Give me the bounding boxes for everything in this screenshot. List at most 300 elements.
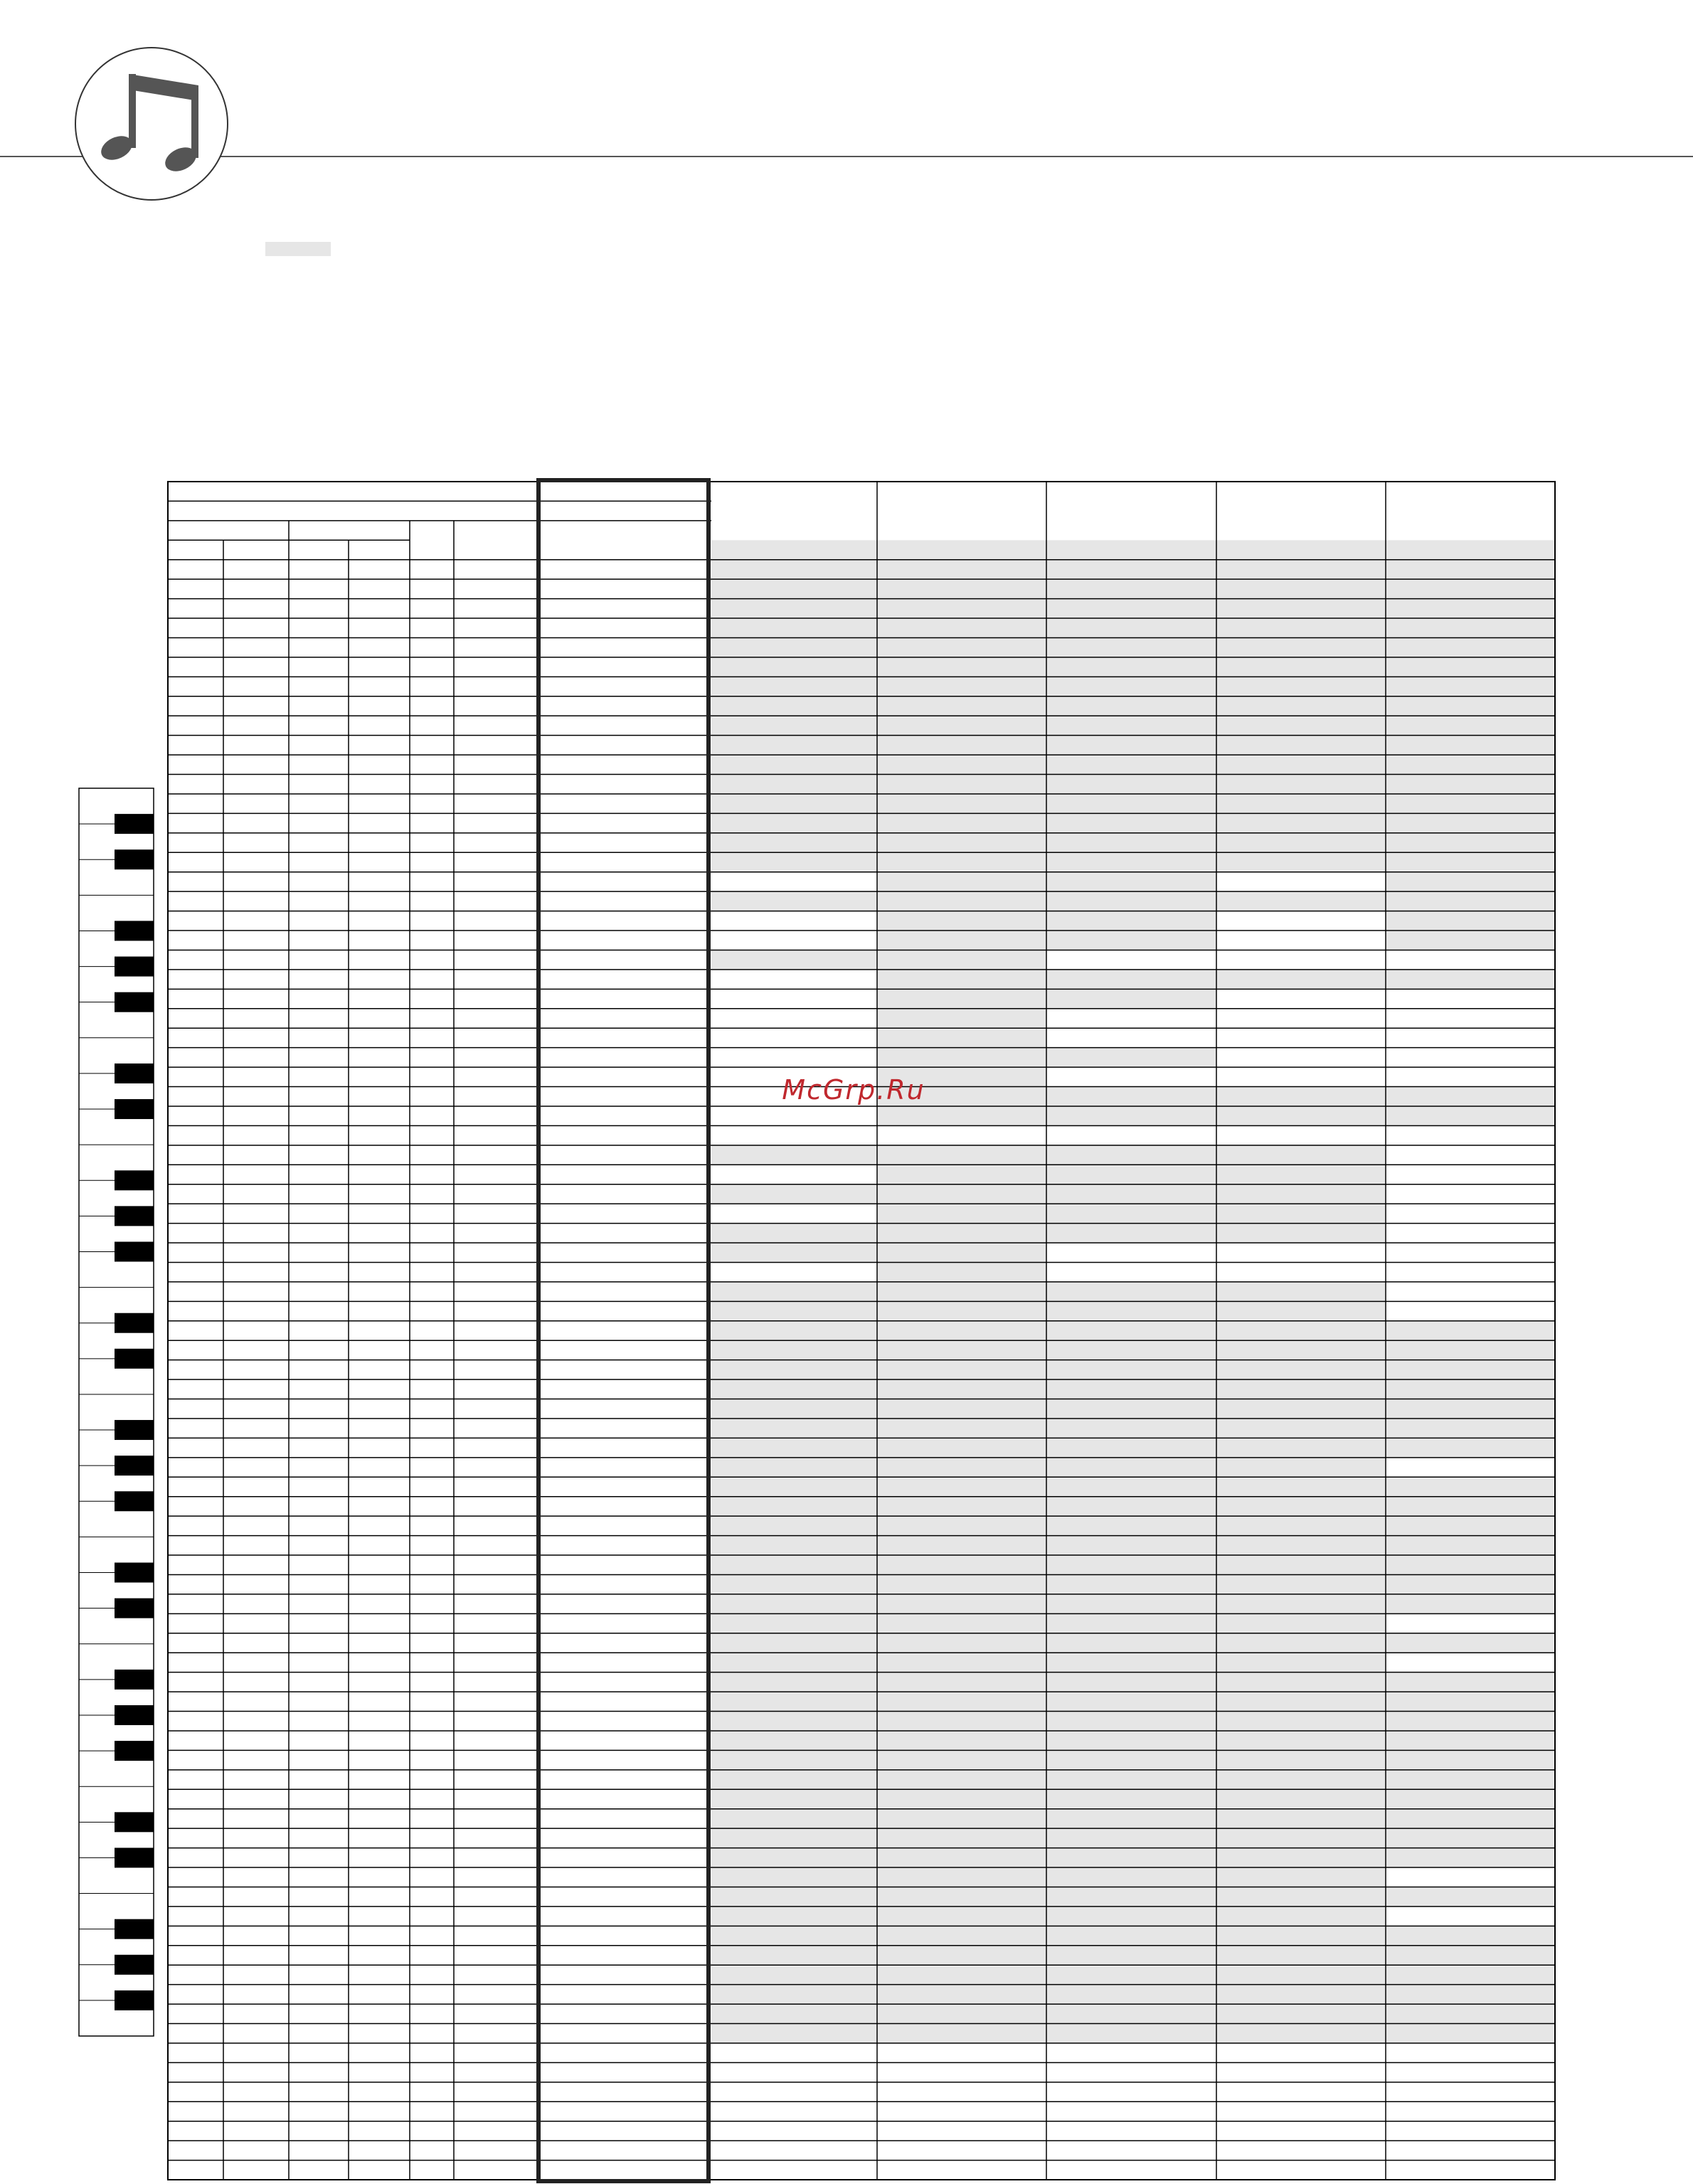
table-cell-shaded (1046, 1828, 1216, 1848)
table-cell-shaded (877, 1965, 1046, 1984)
table-cell-shaded (1046, 1399, 1216, 1419)
table-cell-shaded (1046, 2024, 1216, 2043)
table-cell-shaded (877, 1145, 1046, 1165)
table-cell-shaded (1386, 677, 1555, 696)
table-cell-shaded (1046, 970, 1216, 989)
table-cell-shaded (877, 1379, 1046, 1399)
table-cell-shaded (1046, 1555, 1216, 1574)
table-cell-shaded (711, 677, 877, 696)
table-cell-shaded (877, 1106, 1046, 1125)
table-cell-shaded (1046, 931, 1216, 950)
table-cell-shaded (1046, 1887, 1216, 1906)
table-cell-shaded (711, 1731, 877, 1750)
table-cell-shaded (1216, 618, 1386, 637)
table-cell-shaded (711, 716, 877, 735)
table-cell-shaded (711, 1360, 877, 1379)
table-cell-shaded (1216, 579, 1386, 598)
table-cell-shaded (877, 1673, 1046, 1692)
table-cell-shaded (1386, 1340, 1555, 1359)
table-cell-shaded (1046, 1789, 1216, 1808)
table-cell-shaded (877, 2024, 1046, 2043)
table-cell-shaded (711, 1653, 877, 1672)
table-cell-shaded (1216, 775, 1386, 794)
table-cell-shaded (1386, 1399, 1555, 1419)
table-cell-shaded (1046, 1965, 1216, 1984)
table-cell-shaded (877, 1048, 1046, 1067)
table-cell-shaded (1386, 579, 1555, 598)
table-cell-shaded (877, 1301, 1046, 1320)
table-cell-shaded (711, 1809, 877, 1828)
table-cell-shaded (711, 1750, 877, 1769)
table-cell-shaded (1216, 1360, 1386, 1379)
table-cell-shaded (1046, 1321, 1216, 1340)
table-cell-shaded (877, 931, 1046, 950)
table-cell-shaded (1046, 1458, 1216, 1477)
table-cell-shaded (1046, 1926, 1216, 1945)
table-cell-shaded (1216, 1087, 1386, 1106)
table-cell-shaded (711, 1789, 877, 1808)
table-cell-shaded (1046, 989, 1216, 1008)
table-cell-shaded (1046, 1809, 1216, 1828)
table-cell-shaded (711, 1458, 877, 1477)
table-cell-shaded (877, 1516, 1046, 1535)
table-cell-shaded (1216, 1204, 1386, 1223)
table-cell-shaded (877, 1692, 1046, 1711)
table-cell-shaded (1386, 1536, 1555, 1555)
table-cell-shaded (877, 677, 1046, 696)
table-cell-shaded (711, 1633, 877, 1653)
table-cell-shaded (1216, 1887, 1386, 1906)
table-cell-shaded (711, 2004, 877, 2023)
table-cell-shaded (877, 1867, 1046, 1887)
table-cell-shaded (1046, 1477, 1216, 1496)
table-cell-shaded (1046, 716, 1216, 735)
table-cell-shaded (711, 1692, 877, 1711)
table-cell-shaded (877, 1536, 1046, 1555)
table-cell-shaded (877, 1613, 1046, 1633)
table-cell-shaded (1216, 1516, 1386, 1535)
table-cell-shaded (1216, 1965, 1386, 1984)
table-cell-shaded (877, 657, 1046, 677)
table-cell-shaded (877, 1770, 1046, 1789)
table-cell-shaded (1046, 1946, 1216, 1965)
table-cell-shaded (877, 872, 1046, 891)
table-cell-shaded (877, 1262, 1046, 1281)
table-cell-shaded (1046, 1594, 1216, 1613)
table-cell-shaded (1386, 540, 1555, 559)
table-cell-shaded (711, 637, 877, 657)
table-cell-shaded (1386, 775, 1555, 794)
table-cell-shaded (1216, 2004, 1386, 2023)
table-cell-shaded (711, 1243, 877, 1262)
table-cell-shaded (1216, 2024, 1386, 2043)
table-cell-shaded (1386, 1770, 1555, 1789)
table-cell-shaded (877, 1574, 1046, 1594)
table-cell-shaded (877, 579, 1046, 598)
table-cell-shaded (711, 1145, 877, 1165)
table-cell-shaded (1386, 1497, 1555, 1516)
table-cell-shaded (711, 1379, 877, 1399)
table-cell-shaded (1046, 1653, 1216, 1672)
table-cell-shaded (1046, 1574, 1216, 1594)
table-cell-shaded (1216, 755, 1386, 774)
table-cell-shaded (1046, 677, 1216, 696)
table-cell-shaded (1046, 891, 1216, 911)
table-cell-shaded (877, 1789, 1046, 1808)
table-cell-shaded (711, 1438, 877, 1457)
table-cell-shaded (877, 755, 1046, 774)
table-cell-shaded (877, 1458, 1046, 1477)
table-cell-shaded (1046, 696, 1216, 716)
table-cell-shaded (877, 1555, 1046, 1574)
table-cell-shaded (1216, 1106, 1386, 1125)
table-cell-shaded (711, 1848, 877, 1867)
table-cell-shaded (711, 1594, 877, 1613)
table-cell-shaded (1046, 1282, 1216, 1301)
table-cell-shaded (1216, 833, 1386, 852)
table-cell-shaded (1386, 852, 1555, 871)
table-cell-shaded (1216, 1165, 1386, 1184)
table-cell-shaded (1386, 1848, 1555, 1867)
table-cell-shaded (1216, 1692, 1386, 1711)
table-cell-shaded (711, 833, 877, 852)
table-cell-shaded (1386, 911, 1555, 931)
table-cell-shaded (1046, 1633, 1216, 1653)
table-cell-shaded (1216, 1789, 1386, 1808)
table-cell-shaded (877, 1497, 1046, 1516)
table-cell-shaded (711, 1340, 877, 1359)
table-cell-shaded (877, 1926, 1046, 1945)
table-cell-shaded (1046, 1379, 1216, 1399)
table-cell-shaded (711, 1907, 877, 1926)
table-cell-shaded (877, 1946, 1046, 1965)
table-cell-shaded (711, 1828, 877, 1848)
table-cell-shaded (1216, 1477, 1386, 1496)
table-cell-shaded (1386, 1594, 1555, 1613)
table-cell-shaded (877, 1009, 1046, 1028)
table-cell-shaded (1046, 1731, 1216, 1750)
table-cell-shaded (1386, 657, 1555, 677)
table-cell-shaded (1216, 1985, 1386, 2004)
table-cell-shaded (1386, 560, 1555, 579)
table-cell-shaded (877, 1340, 1046, 1359)
table-cell-shaded (711, 1574, 877, 1594)
table-cell-shaded (1216, 1282, 1386, 1301)
table-cell-shaded (1216, 560, 1386, 579)
table-cell-shaded (877, 989, 1046, 1008)
table-cell-shaded (1386, 1712, 1555, 1731)
table-cell-shaded (877, 2004, 1046, 2023)
table-cell-shaded (877, 891, 1046, 911)
table-cell-shaded (877, 1438, 1046, 1457)
table-cell-shaded (1386, 1477, 1555, 1496)
table-cell-shaded (1046, 1536, 1216, 1555)
table-cell-shaded (1216, 1145, 1386, 1165)
table-cell-shaded (1216, 1828, 1386, 1848)
table-cell-shaded (1216, 1809, 1386, 1828)
table-cell-shaded (1046, 2004, 1216, 2023)
table-cell-shaded (1216, 1555, 1386, 1574)
table-cell-shaded (711, 950, 877, 969)
table-cell-shaded (711, 775, 877, 794)
table-cell-shaded (711, 696, 877, 716)
table-cell-shaded (877, 1184, 1046, 1204)
table-cell-shaded (1386, 1809, 1555, 1828)
table-cell-shaded (1046, 1106, 1216, 1125)
table-cell-shaded (877, 1243, 1046, 1262)
table-cell-shaded (1216, 970, 1386, 989)
table-cell-shaded (1386, 1731, 1555, 1750)
table-cell-shaded (1216, 1926, 1386, 1945)
table-cell-shaded (1046, 833, 1216, 852)
table-cell-shaded (711, 1555, 877, 1574)
table-cell-shaded (1216, 852, 1386, 871)
table-cell-shaded (1216, 1458, 1386, 1477)
table-cell-shaded (1386, 1574, 1555, 1594)
table-cell-shaded (711, 2024, 877, 2043)
table-cell-shaded (711, 755, 877, 774)
table-cell-shaded (711, 1887, 877, 1906)
table-cell-shaded (1216, 637, 1386, 657)
table-cell-shaded (711, 1497, 877, 1516)
table-cell-shaded (1386, 1828, 1555, 1848)
table-cell-shaded (711, 1399, 877, 1419)
table-cell-shaded (711, 736, 877, 755)
table-cell-shaded (877, 540, 1046, 559)
table-cell-shaded (877, 1477, 1046, 1496)
table-cell-shaded (1386, 1633, 1555, 1653)
table-cell-shaded (711, 1613, 877, 1633)
table-cell-shaded (877, 637, 1046, 657)
table-cell-shaded (877, 813, 1046, 832)
table-cell-shaded (711, 1419, 877, 1438)
table-cell-shaded (877, 618, 1046, 637)
table-cell-shaded (877, 696, 1046, 716)
table-cell-shaded (1386, 1673, 1555, 1692)
table-cell-shaded (1046, 579, 1216, 598)
table-cell-shaded (1046, 1438, 1216, 1457)
table-cell-shaded (1216, 1379, 1386, 1399)
table-cell-shaded (1216, 1321, 1386, 1340)
table-cell-shaded (1046, 1204, 1216, 1223)
table-cell-shaded (1216, 677, 1386, 696)
table-cell-shaded (711, 891, 877, 911)
table-cell-shaded (877, 1321, 1046, 1340)
table-cell-shaded (877, 833, 1046, 852)
table-cell-shaded (1386, 1926, 1555, 1945)
table-cell-shaded (1216, 1497, 1386, 1516)
table-cell-shaded (1046, 755, 1216, 774)
table-cell-shaded (711, 540, 877, 559)
table-cell-shaded (877, 1828, 1046, 1848)
table-cell-shaded (877, 716, 1046, 735)
table-cell-shaded (1046, 1613, 1216, 1633)
table-cell-shaded (877, 1809, 1046, 1828)
table-cell-shaded (1216, 716, 1386, 735)
table-cell-shaded (1386, 736, 1555, 755)
table-cell-shaded (877, 1165, 1046, 1184)
table-cell-shaded (1046, 911, 1216, 931)
table-cell-shaded (711, 1536, 877, 1555)
table-cell-shaded (877, 1419, 1046, 1438)
table-cell-shaded (877, 1028, 1046, 1047)
table-cell-shaded (1046, 1848, 1216, 1867)
table-cell-shaded (1046, 1087, 1216, 1106)
table-cell-shaded (1386, 716, 1555, 735)
table-cell-shaded (711, 1301, 877, 1320)
table-cell-shaded (1386, 1360, 1555, 1379)
table-cell-shaded (1216, 1574, 1386, 1594)
table-cell-shaded (1046, 1340, 1216, 1359)
table-cell-shaded (711, 599, 877, 618)
table-cell-shaded (1046, 1770, 1216, 1789)
table-cell-shaded (1386, 1750, 1555, 1769)
table-cell-shaded (1046, 618, 1216, 637)
table-cell-shaded (1386, 872, 1555, 891)
table-cell-shaded (1216, 1848, 1386, 1867)
table-cell-shaded (1046, 1224, 1216, 1243)
table-cell-shaded (1386, 618, 1555, 637)
table-cell-shaded (711, 618, 877, 637)
table-cell-shaded (711, 1673, 877, 1692)
table-cell-shaded (1386, 833, 1555, 852)
table-cell-shaded (1046, 1692, 1216, 1711)
table-cell-shaded (1216, 1946, 1386, 1965)
table-cell-shaded (1216, 1770, 1386, 1789)
table-cell-shaded (1046, 1048, 1216, 1067)
table-cell-shaded (711, 813, 877, 832)
table-cell-shaded (1046, 1497, 1216, 1516)
table-cell-shaded (1046, 775, 1216, 794)
table-cell-shaded (1046, 1145, 1216, 1165)
table-cell-shaded (1386, 1379, 1555, 1399)
table-cell-shaded (1046, 794, 1216, 813)
watermark-text: McGrp.Ru (782, 1074, 925, 1106)
table-cell-shaded (1216, 696, 1386, 716)
table-cell-shaded (1046, 852, 1216, 871)
table-cell-shaded (711, 1224, 877, 1243)
table-cell-shaded (1046, 1985, 1216, 2004)
table-cell-shaded (1046, 1712, 1216, 1731)
table-cell-shaded (877, 1633, 1046, 1653)
table-cell-shaded (1386, 1087, 1555, 1106)
table-cell-shaded (877, 1712, 1046, 1731)
table-cell-shaded (711, 1867, 877, 1887)
table-cell-shaded (877, 1282, 1046, 1301)
table-cell-shaded (711, 852, 877, 871)
table-cell-shaded (1216, 1613, 1386, 1633)
table-cell-shaded (877, 736, 1046, 755)
table-cell-shaded (1216, 599, 1386, 618)
table-cell-shaded (1386, 2024, 1555, 2043)
table-cell-shaded (711, 1516, 877, 1535)
table-cell-shaded (1216, 1399, 1386, 1419)
table-cell-shaded (711, 1477, 877, 1496)
table-cell-shaded (1386, 970, 1555, 989)
table-cell-shaded (1386, 599, 1555, 618)
table-cell-shaded (1046, 1419, 1216, 1438)
table-cell-shaded (877, 852, 1046, 871)
table-cell-shaded (1216, 813, 1386, 832)
table-cell-shaded (711, 1926, 877, 1945)
table-cell-shaded (1046, 1165, 1216, 1184)
table-cell-shaded (1046, 736, 1216, 755)
table-cell-shaded (1216, 1301, 1386, 1320)
table-cell-shaded (1386, 1321, 1555, 1340)
table-cell-shaded (711, 1282, 877, 1301)
table-cell-shaded (877, 1594, 1046, 1613)
table-cell-shaded (711, 1770, 877, 1789)
table-cell-shaded (1386, 755, 1555, 774)
table-cell-shaded (711, 1184, 877, 1204)
table-cell-shaded (877, 950, 1046, 969)
table-cell-shaded (1046, 1867, 1216, 1887)
table-cell-shaded (1216, 1438, 1386, 1457)
table-cell-shaded (1046, 540, 1216, 559)
table-cell-shaded (1046, 560, 1216, 579)
table-cell-shaded (877, 1985, 1046, 2004)
table-cell-shaded (1386, 1438, 1555, 1457)
table-cell-shaded (1046, 599, 1216, 618)
table-cell-shaded (1216, 1594, 1386, 1613)
table-cell-shaded (1386, 1106, 1555, 1125)
table-cell-shaded (711, 794, 877, 813)
table-cell-shaded (1216, 1536, 1386, 1555)
table-cell-shaded (1046, 1907, 1216, 1926)
table-cell-shaded (1386, 1516, 1555, 1535)
table-cell-shaded (877, 1204, 1046, 1223)
table-cell-shaded (1386, 1946, 1555, 1965)
table-cell-shaded (1046, 872, 1216, 891)
table-cell-shaded (1216, 1224, 1386, 1243)
table-cell-shaded (1386, 1692, 1555, 1711)
table-cell-shaded (1046, 1184, 1216, 1204)
table-cell-shaded (877, 1399, 1046, 1419)
table-cell-shaded (1216, 1653, 1386, 1672)
table-cell-shaded (877, 599, 1046, 618)
table-cell-shaded (877, 560, 1046, 579)
table-cell-shaded (711, 1712, 877, 1731)
table-cell-shaded (1216, 1673, 1386, 1692)
table-cell-shaded (711, 1946, 877, 1965)
table-cell-shaded (1386, 696, 1555, 716)
table-cell-shaded (1216, 1731, 1386, 1750)
table-cell-shaded (877, 1907, 1046, 1926)
table-cell-shaded (1216, 1419, 1386, 1438)
table-cell-shaded (1216, 736, 1386, 755)
table-cell-shaded (877, 1653, 1046, 1672)
table-cell-shaded (1046, 1516, 1216, 1535)
table-cell-shaded (1386, 813, 1555, 832)
table-cell-shaded (877, 1887, 1046, 1906)
table-cell-shaded (1386, 931, 1555, 950)
table-cell-shaded (711, 579, 877, 598)
table-cell-shaded (711, 657, 877, 677)
table-cell-shaded (1216, 1184, 1386, 1204)
table-cell-shaded (1046, 657, 1216, 677)
table-cell-shaded (1386, 794, 1555, 813)
table-cell-shaded (1046, 637, 1216, 657)
table-cell-shaded (877, 775, 1046, 794)
table-cell-shaded (877, 1750, 1046, 1769)
table-cell-shaded (1216, 1750, 1386, 1769)
table-cell-shaded (1386, 637, 1555, 657)
table-cell-shaded (1216, 1340, 1386, 1359)
table-cell-shaded (877, 970, 1046, 989)
table-cell-shaded (1216, 794, 1386, 813)
table-cell-shaded (1216, 1712, 1386, 1731)
table-cell-shaded (1216, 540, 1386, 559)
